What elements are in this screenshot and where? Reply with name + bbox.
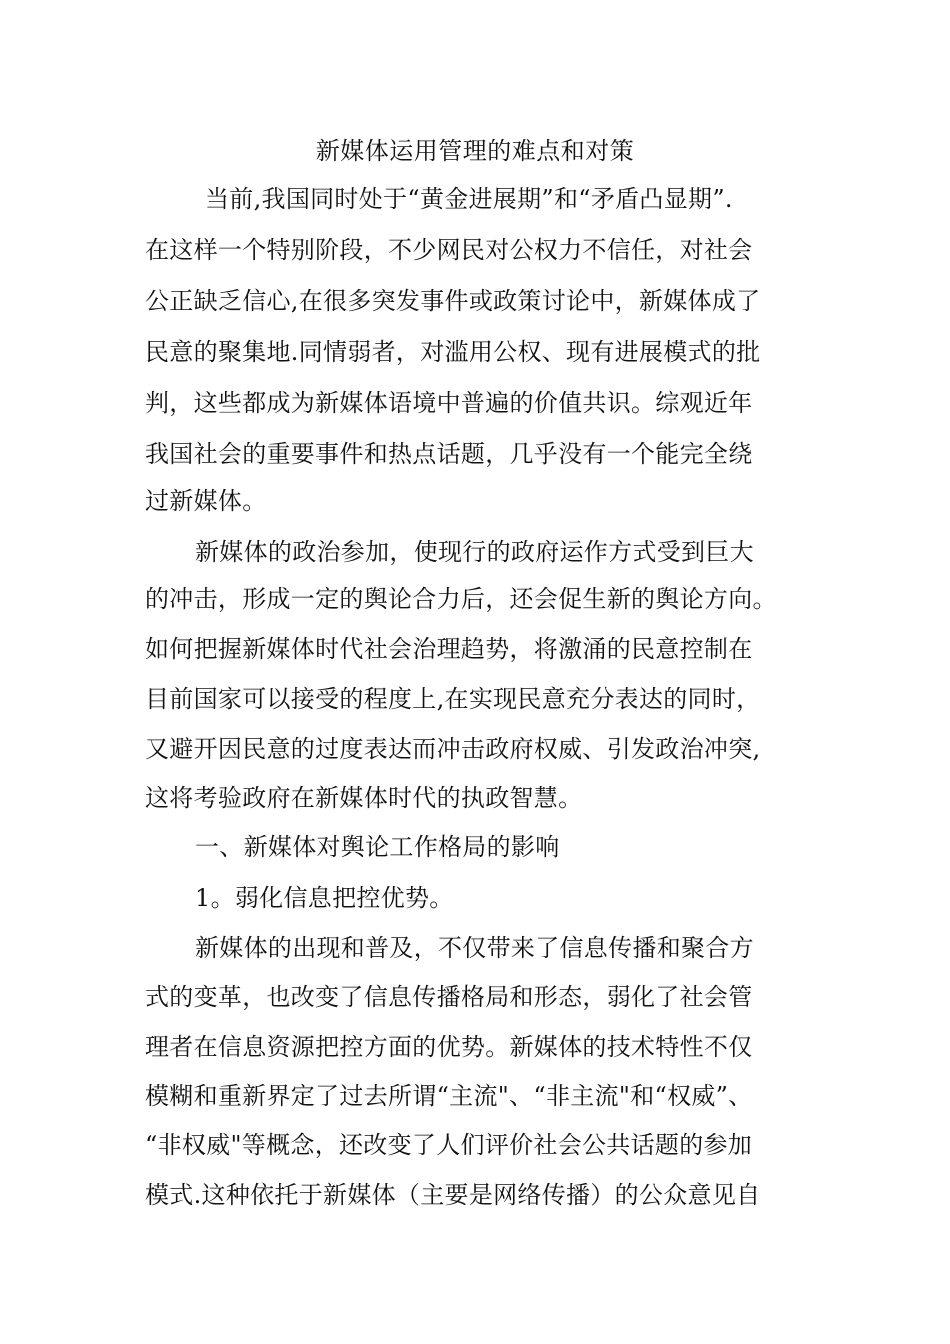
section-heading: 一、新媒体对舆论工作格局的影响	[195, 833, 560, 861]
paragraph-line: 的冲击，形成一定的舆论合力后，还会促生新的舆论方向。	[145, 585, 777, 613]
paragraph-line: 模糊和重新界定了过去所谓“主流"、“非主流"和“权威”、	[145, 1082, 753, 1110]
paragraph-line: 过新媒体。	[145, 487, 267, 515]
paragraph-line: 如何把握新媒体时代社会治理趋势，将激涌的民意控制在	[145, 635, 753, 663]
paragraph-line: 模式.这种依托于新媒体（主要是网络传播）的公众意见自	[145, 1181, 761, 1209]
subsection-heading: 1。弱化信息把控优势。	[195, 884, 454, 912]
paragraph-line: “非权威"等概念，还改变了人们评价社会公共话题的参加	[145, 1131, 753, 1159]
paragraph-line: 公正缺乏信心,在很多突发事件或政策讨论中，新媒体成了	[145, 287, 761, 315]
paragraph-line: 新媒体的政治参加，使现行的政府运作方式受到巨大	[195, 538, 754, 566]
paragraph-line: 新媒体的出现和普及，不仅带来了信息传播和聚合方	[195, 934, 754, 962]
paragraph-line: 判，这些都成为新媒体语境中普遍的价值共识。综观近年	[145, 389, 753, 417]
paragraph-line: 在这样一个特别阶段，不少网民对公权力不信任，对社会	[145, 236, 753, 264]
paragraph-line: 当前,我国同时处于“黄金进展期”和“矛盾凸显期”.	[205, 185, 733, 213]
paragraph-line: 又避开因民意的过度表达而冲击政府权威、引发政治冲突,	[145, 735, 761, 763]
document-title: 新媒体运用管理的难点和对策	[315, 137, 635, 165]
paragraph-line: 民意的聚集地.同情弱者，对滥用公权、现有进展模式的批	[145, 338, 761, 366]
paragraph-line: 我国社会的重要事件和热点话题，几乎没有一个能完全绕	[145, 440, 753, 468]
paragraph-line: 这将考验政府在新媒体时代的执政智慧。	[145, 784, 583, 812]
paragraph-line: 理者在信息资源把控方面的优势。新媒体的技术特性不仅	[145, 1033, 753, 1061]
paragraph-line: 目前国家可以接受的程度上,在实现民意充分表达的同时，	[145, 685, 761, 713]
paragraph-line: 式的变革，也改变了信息传播格局和形态，弱化了社会管	[145, 983, 753, 1011]
